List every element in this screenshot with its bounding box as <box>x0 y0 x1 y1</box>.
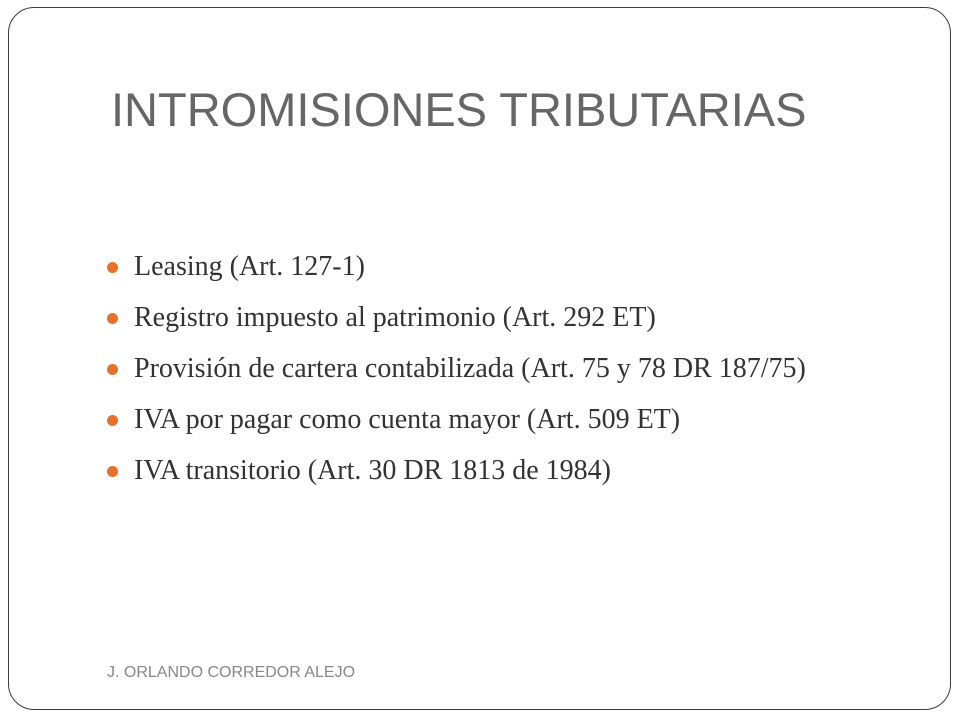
bullet-item-iva-transitorio <box>106 452 826 489</box>
bullet-item-provision <box>106 350 826 387</box>
bullet-dot-icon <box>107 262 118 273</box>
bullet-dot-icon <box>107 313 118 324</box>
bullet-dot-icon <box>107 415 118 426</box>
bullet-text: IVA por pagar como cuenta mayor (Art. 509 ET) <box>134 404 681 435</box>
bullet-dot-icon <box>107 364 118 375</box>
bullet-text: IVA transitorio (Art. 30 DR 1813 de 1984) <box>134 455 611 486</box>
bullet-text: Provisión de cartera contabilizada (Art. 75 y 78 DR 187/75) <box>134 353 806 384</box>
bullet-text: Leasing (Art. 127-1) <box>134 251 365 282</box>
bullet-dot-icon <box>107 466 118 477</box>
bullet-list <box>106 248 826 503</box>
bullet-item-leasing <box>106 248 826 285</box>
bullet-item-registro <box>106 299 826 336</box>
footer-author: J. ORLANDO CORREDOR ALEJO <box>107 664 356 681</box>
slide-title: INTROMISIONES TRIBUTARIAS <box>111 83 807 136</box>
bullet-item-iva-pagar <box>106 401 826 438</box>
bullet-text: Registro impuesto al patrimonio (Art. 292 ET) <box>134 302 656 333</box>
